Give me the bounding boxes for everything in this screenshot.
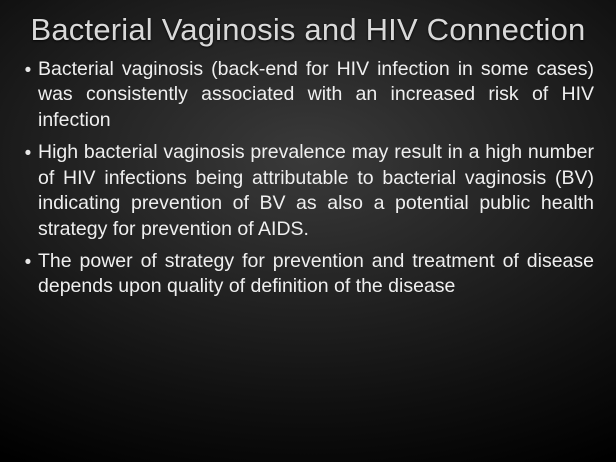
bullet-point-icon: •: [24, 142, 32, 164]
list-item: [18, 140, 598, 243]
list-item: [18, 57, 598, 134]
bullet-list: [0, 57, 616, 301]
list-item-text: High bacterial vaginosis prevalence may result in a high number of HIV infections being attributable to bacterial vaginosis (BV) indicating prevention of BV as also a potential public health strategy for prevention of AIDS.: [38, 140, 594, 240]
list-item: [18, 249, 598, 300]
page-title: Bacterial Vaginosis and HIV Connection: [30, 12, 586, 47]
list-item-text: Bacterial vaginosis (back-end for HIV infection in some cases) was consistently associated with an increased risk of HIV infection: [38, 57, 594, 132]
bullet-point-icon: •: [24, 59, 32, 81]
list-item-text: The power of strategy for prevention and treatment of disease depends upon quality of definition of the disease: [38, 249, 594, 298]
bullet-point-icon: •: [24, 251, 32, 273]
